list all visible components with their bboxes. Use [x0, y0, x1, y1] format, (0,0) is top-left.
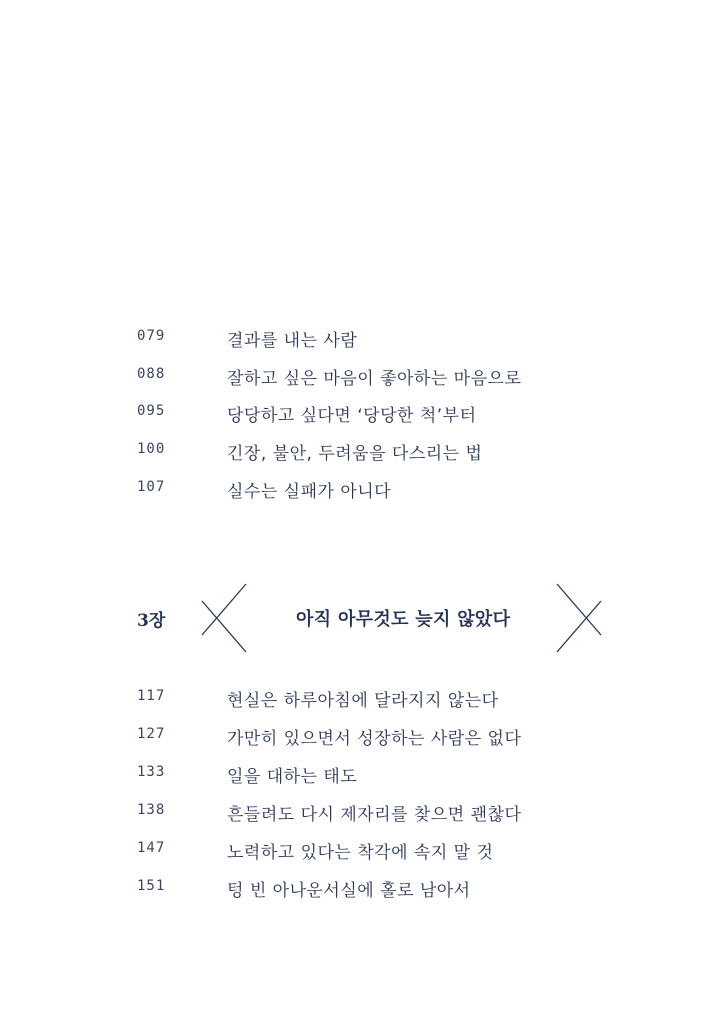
page-number: 107	[137, 479, 166, 495]
entry-title: 노력하고 있다는 착각에 속지 말 것	[227, 843, 494, 863]
page-number: 147	[137, 840, 166, 856]
toc-row	[0, 439, 701, 463]
right-x-ornament	[555, 583, 603, 653]
entry-title: 일을 대하는 태도	[227, 767, 358, 787]
page-number: 133	[137, 764, 166, 780]
toc-row	[0, 477, 701, 501]
page-number: 079	[137, 328, 166, 344]
page-number: 151	[137, 878, 166, 894]
page-number: 088	[137, 366, 166, 382]
entry-title: 실수는 실패가 아니다	[227, 482, 392, 502]
entry-title: 가만히 있으면서 성장하는 사람은 없다	[227, 729, 522, 749]
chapter-title: 아직 아무것도 늦지 않았다	[296, 609, 511, 630]
toc-row	[0, 401, 701, 425]
page-number: 117	[137, 688, 166, 704]
chapter-label: 3장	[137, 611, 166, 631]
toc-row	[0, 724, 701, 748]
toc-row	[0, 364, 701, 388]
entry-title: 잘하고 싶은 마음이 좋아하는 마음으로	[227, 369, 522, 389]
toc-row	[0, 838, 701, 862]
toc-row	[0, 762, 701, 786]
toc-row	[0, 800, 701, 824]
entry-title: 당당하고 싶다면 ‘당당한 척’부터	[227, 406, 477, 426]
entry-title: 긴장, 불안, 두려움을 다스리는 법	[227, 444, 483, 464]
toc-row	[0, 876, 701, 900]
toc-row	[0, 326, 701, 350]
left-x-ornament	[200, 583, 248, 653]
page-number: 100	[137, 441, 166, 457]
entry-title: 텅 빈 아나운서실에 홀로 남아서	[227, 881, 471, 901]
page-number: 138	[137, 802, 166, 818]
page-number: 095	[137, 403, 166, 419]
entry-title: 현실은 하루아침에 달라지지 않는다	[227, 691, 499, 711]
toc-row	[0, 686, 701, 710]
page-number: 127	[137, 726, 166, 742]
entry-title: 흔들려도 다시 제자리를 찾으면 괜찮다	[227, 805, 522, 825]
entry-title: 결과를 내는 사람	[227, 331, 358, 351]
